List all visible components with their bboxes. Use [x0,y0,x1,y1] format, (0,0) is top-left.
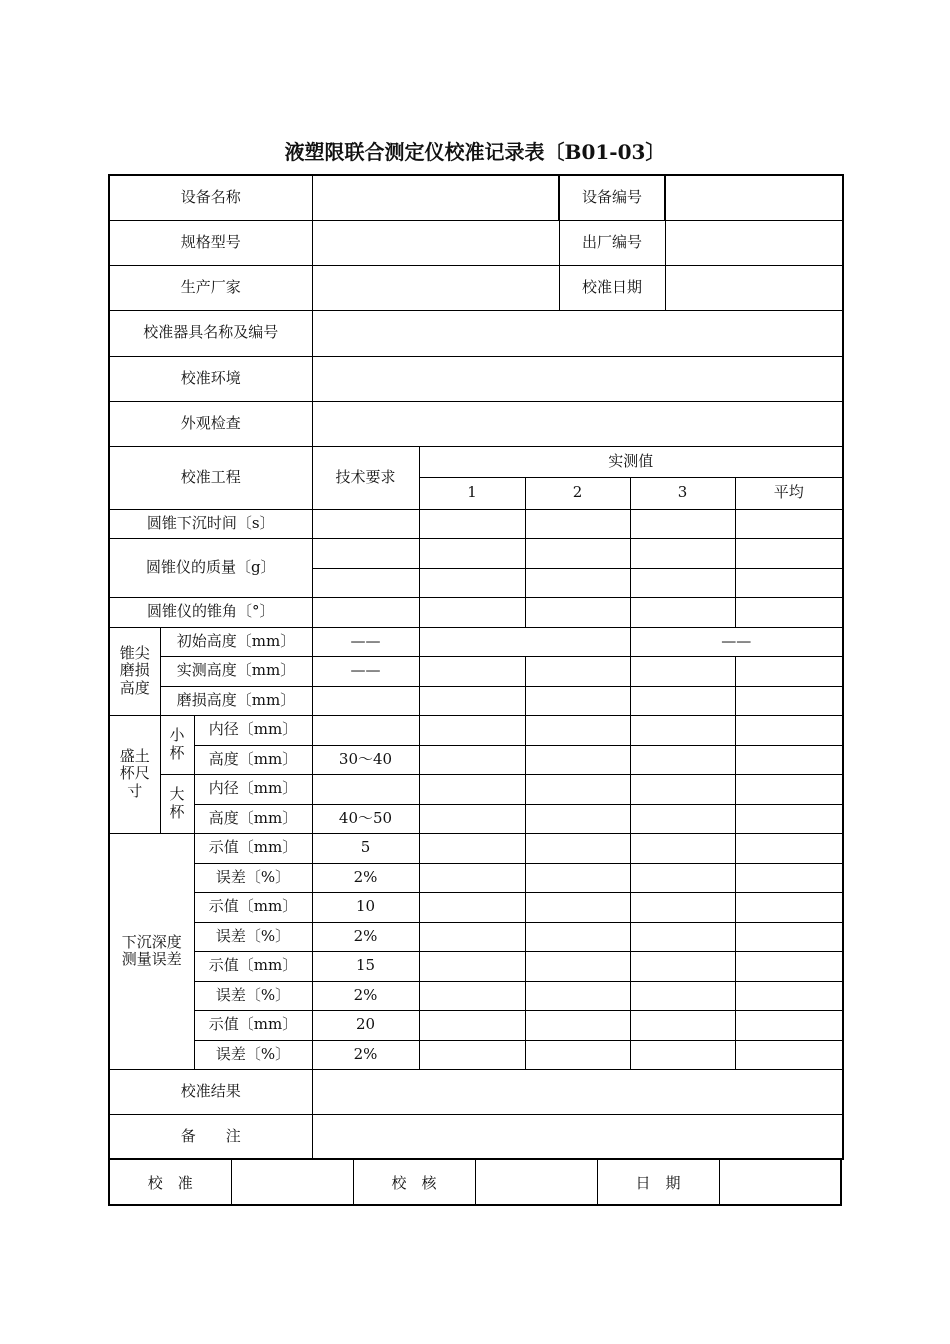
cell[interactable] [525,922,630,951]
equipment-name-label: 设备名称 [109,175,312,220]
measured-height-label: 实测高度〔mm〕 [160,656,312,686]
cell[interactable] [419,597,525,627]
cell[interactable] [419,1040,525,1069]
error-req: 2% [312,981,419,1010]
cell[interactable] [525,745,630,774]
cell[interactable] [312,509,419,538]
indicated-value: 20 [312,1010,419,1040]
cell[interactable] [630,1010,735,1040]
cell[interactable] [419,951,525,981]
cell[interactable] [419,892,525,922]
cell[interactable] [525,1010,630,1040]
cup-group-line: 盛土 [119,747,150,766]
cell[interactable] [525,833,630,863]
initial-height-req: —— [312,627,419,656]
cell[interactable] [525,715,630,745]
cell[interactable] [630,774,735,804]
cell[interactable] [735,656,843,686]
cell[interactable] [419,1010,525,1040]
sink-group-line: 下沉深度 [121,932,182,951]
small-cup-line: 杯 [169,743,185,762]
equipment-name-field[interactable] [312,175,559,220]
cell[interactable] [735,892,843,922]
cell[interactable] [419,833,525,863]
sink-group-label [109,833,194,1069]
cell[interactable] [735,509,843,538]
cell[interactable] [312,538,419,568]
environment-label: 校准环境 [109,356,312,401]
cup-group-label [109,715,160,833]
date-label: 日 期 [597,1159,719,1205]
error-req: 2% [312,1040,419,1069]
cell[interactable] [630,863,735,892]
cell[interactable] [735,1040,843,1069]
error-req: 2% [312,922,419,951]
model-label: 规格型号 [109,220,312,265]
wear-group-line: 高度 [119,678,150,697]
cell[interactable] [525,774,630,804]
result-field[interactable] [312,1069,843,1114]
calibrator-label: 校准器具名称及编号 [109,310,312,356]
sink-group-line: 测量误差 [121,950,182,968]
cell[interactable] [525,804,630,833]
cell[interactable] [419,656,525,686]
cell[interactable] [630,833,735,863]
cell[interactable] [312,597,419,627]
error-label: 误差〔%〕 [194,863,312,892]
calibration-date-label: 校准日期 [559,265,665,310]
error-req: 2% [312,863,419,892]
indicated-label: 示值〔mm〕 [194,833,312,863]
large-height-req: 40～50 [312,804,419,833]
calibration-record-table [108,174,844,1160]
cell[interactable] [525,951,630,981]
wear-group-label [109,627,160,715]
calibrated-by-field[interactable] [231,1159,353,1205]
initial-height-avg: —— [630,627,843,656]
cell[interactable] [630,568,735,597]
measured-height-req: —— [312,656,419,686]
cell[interactable] [735,863,843,892]
cell[interactable] [735,774,843,804]
model-field[interactable] [312,220,559,265]
cell[interactable] [735,715,843,745]
manufacturer-label: 生产厂家 [109,265,312,310]
cell[interactable] [525,863,630,892]
cone-mass-label: 圆锥仪的质量〔g〕 [109,538,312,597]
checked-by-field[interactable] [475,1159,597,1205]
cell[interactable] [525,892,630,922]
cell[interactable] [735,568,843,597]
cell[interactable] [419,509,525,538]
cell[interactable] [312,686,419,715]
large-cup-line: 杯 [169,802,185,821]
date-field[interactable] [719,1159,841,1205]
col-avg-header: 平均 [735,477,843,509]
document-title: 液塑限联合测定仪校准记录表〔B01-03〕 [284,140,666,164]
cell[interactable] [525,538,630,568]
large-cup-line: 大 [169,785,185,804]
large-inner-diameter-label: 内径〔mm〕 [194,774,312,804]
cell[interactable] [735,922,843,951]
cell[interactable] [735,597,843,627]
cell[interactable] [735,686,843,715]
cell[interactable] [525,656,630,686]
indicated-label: 示值〔mm〕 [194,1010,312,1040]
cell[interactable] [630,804,735,833]
cell[interactable] [735,981,843,1010]
cell[interactable] [630,1040,735,1069]
factory-no-field[interactable] [665,220,843,265]
cell[interactable] [630,981,735,1010]
cell[interactable] [630,745,735,774]
cell[interactable] [419,981,525,1010]
checked-by-label: 校 核 [353,1159,475,1205]
cone-time-label: 圆锥下沉时间〔s〕 [109,509,312,538]
cell[interactable] [630,715,735,745]
large-height-label: 高度〔mm〕 [194,804,312,833]
cell[interactable] [735,804,843,833]
small-cup-label [160,715,194,774]
remarks-field[interactable] [312,1114,843,1159]
cone-angle-label: 圆锥仪的锥角〔°〕 [109,597,312,627]
cell[interactable] [630,686,735,715]
col-1-header: 1 [419,477,525,509]
cell[interactable] [630,538,735,568]
cell[interactable] [419,804,525,833]
cell[interactable] [735,745,843,774]
cell[interactable] [735,833,843,863]
cell[interactable] [419,627,630,656]
calibrated-by-label: 校 准 [109,1159,231,1205]
cell[interactable] [419,745,525,774]
cell[interactable] [419,863,525,892]
manufacturer-field[interactable] [312,265,559,310]
equipment-no-label: 设备编号 [559,175,665,220]
small-cup-line: 小 [169,726,185,745]
indicated-label: 示值〔mm〕 [194,951,312,981]
appearance-label: 外观检查 [109,401,312,446]
wear-group-line: 磨损 [119,661,150,680]
cell[interactable] [419,922,525,951]
cell[interactable] [312,715,419,745]
indicated-label: 示值〔mm〕 [194,892,312,922]
cell[interactable] [630,597,735,627]
small-height-req: 30～40 [312,745,419,774]
cell[interactable] [525,686,630,715]
cell[interactable] [735,538,843,568]
error-label: 误差〔%〕 [194,922,312,951]
indicated-value: 10 [312,892,419,922]
cell[interactable] [630,951,735,981]
requirement-header: 技术要求 [312,446,419,509]
cell[interactable] [419,715,525,745]
cell[interactable] [525,981,630,1010]
cell[interactable] [630,509,735,538]
cell[interactable] [419,568,525,597]
cell[interactable] [525,1040,630,1069]
appearance-field[interactable] [312,401,843,446]
calibration-date-field[interactable] [665,265,843,310]
cell[interactable] [312,774,419,804]
small-inner-diameter-label: 内径〔mm〕 [194,715,312,745]
cell[interactable] [525,597,630,627]
factory-no-label: 出厂编号 [559,220,665,265]
item-header: 校准工程 [109,446,312,509]
cell[interactable] [630,656,735,686]
result-label: 校准结果 [109,1069,312,1114]
indicated-value: 5 [312,833,419,863]
initial-height-label: 初始高度〔mm〕 [160,627,312,656]
cell[interactable] [419,774,525,804]
wear-group-line: 锥尖 [119,644,150,663]
cell[interactable] [630,922,735,951]
signature-table [108,1158,842,1206]
cell[interactable] [312,568,419,597]
calibrator-field[interactable] [312,310,843,356]
cup-group-line: 杯尺 [119,764,150,783]
cell[interactable] [419,686,525,715]
equipment-no-field[interactable] [665,175,843,220]
error-label: 误差〔%〕 [194,981,312,1010]
error-label: 误差〔%〕 [194,1040,312,1069]
cell[interactable] [525,568,630,597]
col-2-header: 2 [525,477,630,509]
cell[interactable] [419,538,525,568]
measured-header: 实测值 [419,446,843,477]
col-3-header: 3 [630,477,735,509]
small-height-label: 高度〔mm〕 [194,745,312,774]
remarks-label: 备 注 [109,1114,312,1159]
cell[interactable] [735,1010,843,1040]
wear-height-label: 磨损高度〔mm〕 [160,686,312,715]
cup-group-line: 寸 [127,781,143,800]
environment-field[interactable] [312,356,843,401]
cell[interactable] [735,951,843,981]
large-cup-label [160,774,194,833]
cell[interactable] [525,509,630,538]
cell[interactable] [630,892,735,922]
indicated-value: 15 [312,951,419,981]
